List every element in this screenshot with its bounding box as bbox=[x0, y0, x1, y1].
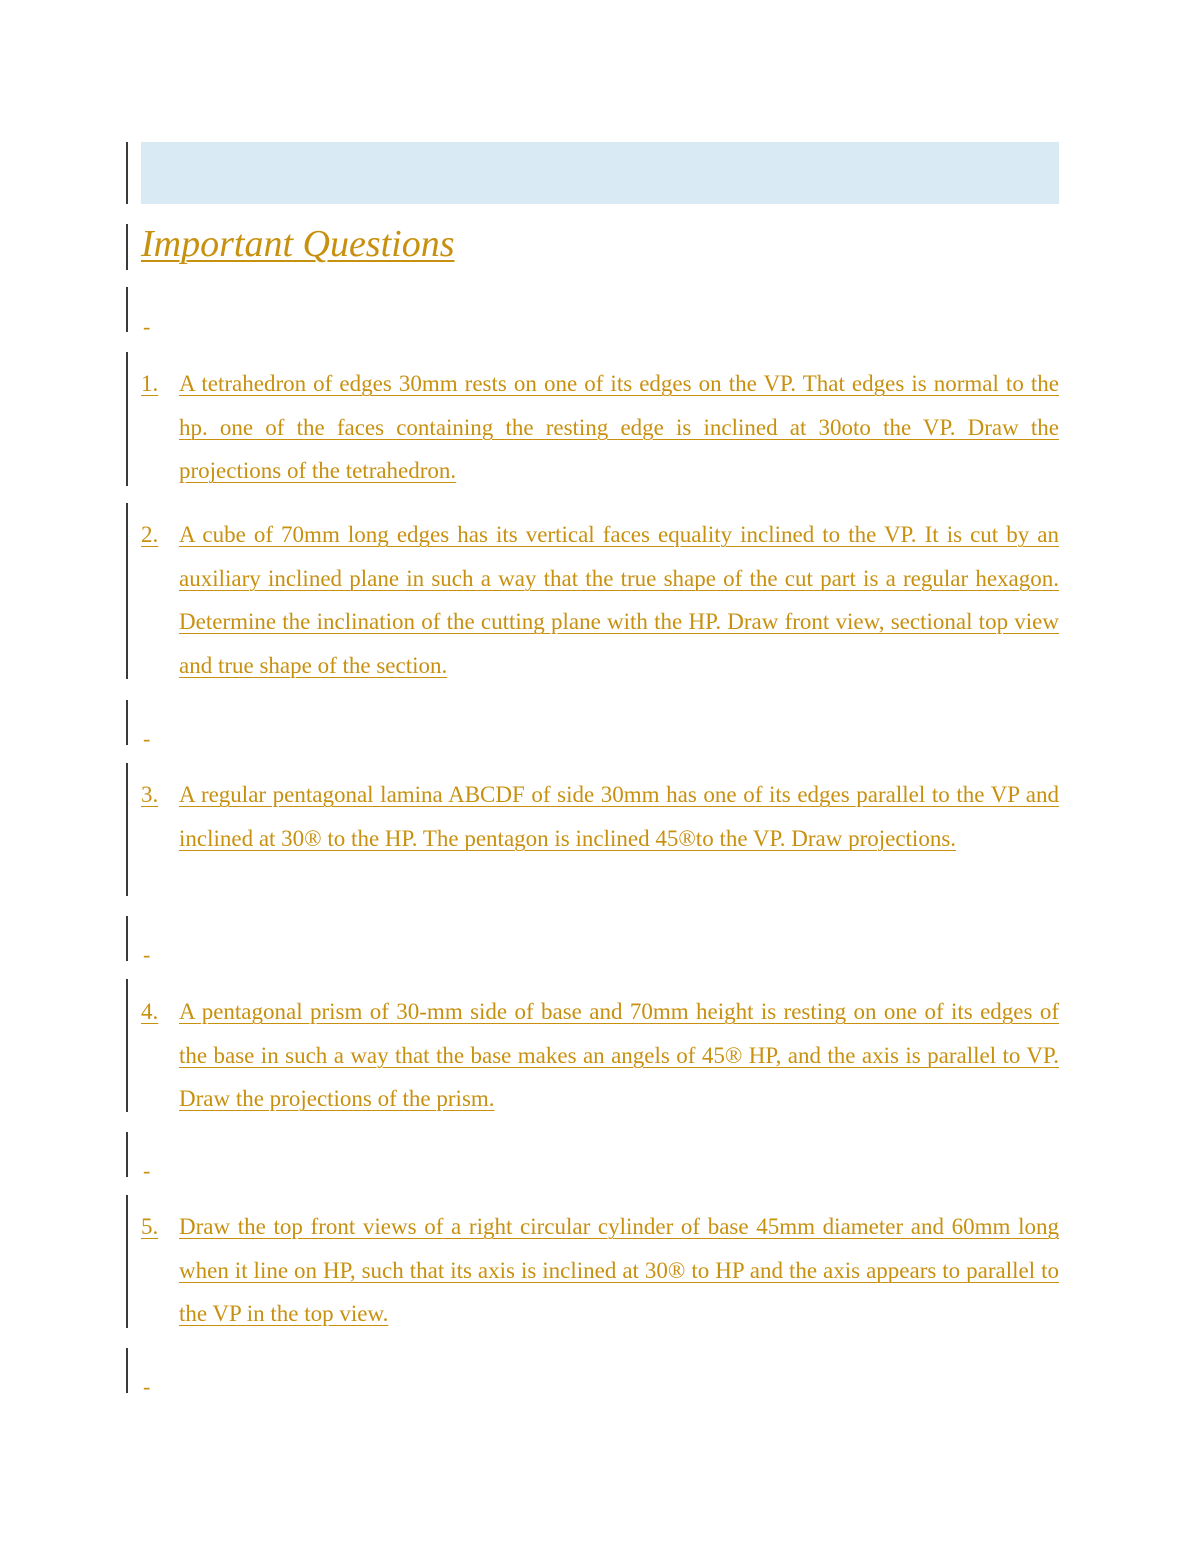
page-title: Important Questions bbox=[141, 223, 455, 265]
question-text: A tetrahedron of edges 30mm rests on one of its edges on the VP. That edges is normal to the hp. one of the faces containing the resting edge is inclined at 30oto the VP. Draw the projections of the tetrahedron. bbox=[179, 371, 1059, 484]
question-item bbox=[141, 1205, 1059, 1336]
separator: - bbox=[143, 1374, 151, 1399]
separator: - bbox=[143, 314, 151, 339]
change-bar bbox=[126, 224, 128, 270]
question-item bbox=[141, 990, 1059, 1121]
change-bar bbox=[126, 700, 128, 745]
change-bar bbox=[126, 1348, 128, 1393]
question-number: 2. bbox=[141, 522, 159, 547]
question-text: A pentagonal prism of 30-mm side of base and 70mm height is resting on one of its edges of the base in such a way that the base makes an angels of 45® HP, and the axis is parallel to VP. Draw the projections of the prism. bbox=[179, 999, 1059, 1112]
question-item bbox=[141, 362, 1059, 493]
question-number: 5. bbox=[141, 1214, 159, 1239]
question-text: Draw the top front views of a right circular cylinder of base 45mm diameter and 60mm long when it line on HP, such that its axis is inclined at 30® to HP and the axis appears to parallel to the VP in the top view. bbox=[179, 1214, 1059, 1327]
question-item bbox=[141, 513, 1059, 687]
change-bar bbox=[126, 503, 128, 679]
change-bar bbox=[126, 352, 128, 486]
change-bar bbox=[126, 916, 128, 961]
change-bar bbox=[126, 1132, 128, 1177]
separator: - bbox=[143, 942, 151, 967]
change-bar bbox=[126, 287, 128, 332]
question-number: 1. bbox=[141, 371, 159, 396]
question-text: A cube of 70mm long edges has its vertical faces equality inclined to the VP. It is cut by an auxiliary inclined plane in such a way that the true shape of the cut part is a regular hexagon. Determine the inclination of the cutting plane with the HP. Draw front view, sectional top view and true shape of the section. bbox=[179, 522, 1059, 678]
separator: - bbox=[143, 1158, 151, 1183]
question-text: A regular pentagonal lamina ABCDF of side 30mm has one of its edges parallel to the VP and inclined at 30® to the HP. The pentagon is inclined 45®to the VP. Draw projections. bbox=[179, 782, 1059, 851]
question-number: 4. bbox=[141, 999, 159, 1024]
change-bar bbox=[126, 142, 128, 204]
change-bar bbox=[126, 979, 128, 1112]
header-band bbox=[141, 142, 1059, 204]
separator: - bbox=[143, 726, 151, 751]
question-number: 3. bbox=[141, 782, 159, 807]
change-bar bbox=[126, 763, 128, 896]
change-bar bbox=[126, 1195, 128, 1328]
question-item bbox=[141, 773, 1059, 860]
